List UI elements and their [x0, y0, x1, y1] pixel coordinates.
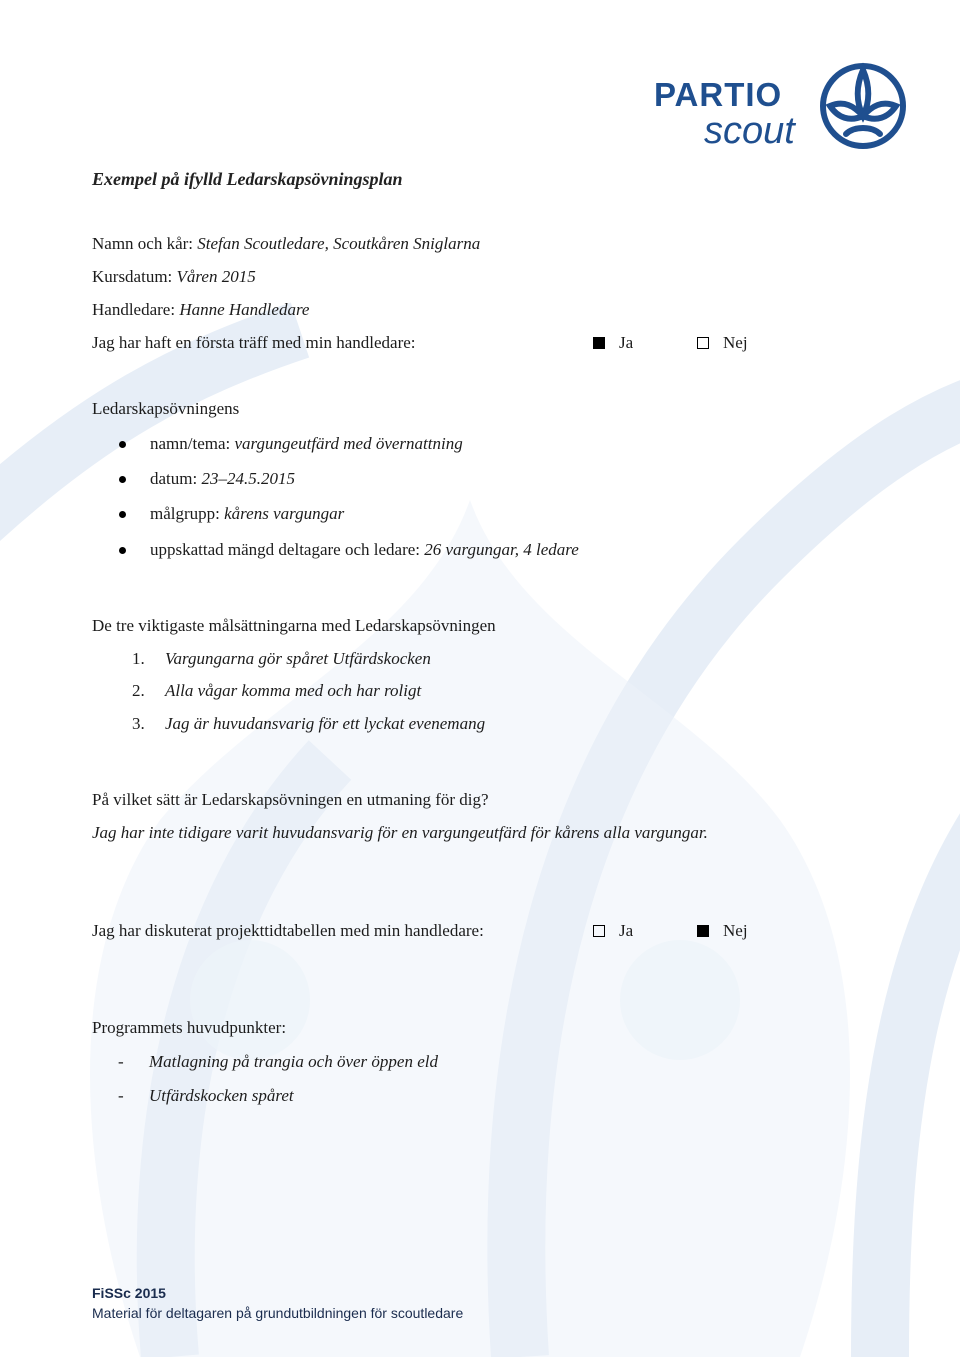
- goal-number: 1.: [132, 649, 145, 668]
- goal-item: [132, 713, 485, 735]
- exercise-item-label: målgrupp:: [150, 504, 225, 523]
- project-table-yes-option[interactable]: [593, 920, 633, 942]
- program-item: [118, 1085, 294, 1107]
- goal-number: 2.: [132, 681, 145, 700]
- goal-item: [132, 648, 431, 670]
- document-heading: Exempel på ifylld Ledarskapsövningsplan: [92, 169, 403, 189]
- program-item-text: Matlagning på trangia och över öppen eld: [149, 1052, 438, 1071]
- exercise-item: [150, 503, 344, 525]
- challenge-answer: Jag har inte tidigare varit huvudansvarig för en vargungeutfärd för kårens alla vargungar.: [92, 823, 708, 842]
- checkbox-unchecked-icon[interactable]: [593, 925, 605, 937]
- project-table-question: Jag har diskuterat projekttidtabellen med min handledare:: [92, 921, 484, 940]
- bullet-icon: [119, 476, 126, 483]
- goal-text: Jag är huvudansvarig för ett lyckat evenemang: [165, 714, 486, 733]
- program-title: Programmets huvudpunkter:: [92, 1018, 287, 1037]
- first-meeting-yes-label: Ja: [619, 333, 634, 352]
- project-table-no-label: Nej: [723, 921, 748, 940]
- first-meeting-no-option[interactable]: [697, 332, 748, 354]
- exercise-item-value: vargungeutfärd med övernattning: [234, 434, 463, 453]
- footer-subtitle: Material för deltagaren på grundutbildningen för scoutledare: [92, 1305, 464, 1321]
- exercise-item: [150, 539, 579, 561]
- exercise-item-label: namn/tema:: [150, 434, 235, 453]
- program-item-text: Utfärdskocken spåret: [149, 1086, 294, 1105]
- exercise-item: [150, 433, 463, 455]
- project-table-no-option[interactable]: [697, 920, 748, 942]
- goal-text: Vargungarna gör spåret Utfärdskocken: [165, 649, 431, 668]
- dash-marker: -: [118, 1052, 124, 1071]
- name-value: Stefan Scoutledare, Scoutkåren Sniglarna: [197, 234, 481, 253]
- exercise-item-label: datum:: [150, 469, 202, 488]
- scout-lily-icon: [816, 56, 910, 154]
- exercise-item-label: uppskattad mängd deltagare och ledare:: [150, 540, 425, 559]
- exercise-item-value: 23–24.5.2015: [201, 469, 295, 488]
- course-date-value: Våren 2015: [176, 267, 256, 286]
- exercise-item: [150, 468, 295, 490]
- dash-marker: -: [118, 1086, 124, 1105]
- exercise-title: Ledarskapsövningens: [92, 399, 240, 418]
- footer-title: FiSSc 2015: [92, 1285, 166, 1301]
- bullet-icon: [119, 547, 126, 554]
- first-meeting-yes-option[interactable]: [593, 332, 633, 354]
- project-table-yes-label: Ja: [619, 921, 634, 940]
- goals-title: De tre viktigaste målsättningarna med Ledarskapsövningen: [92, 616, 496, 635]
- mentor-label: Handledare:: [92, 300, 180, 319]
- mentor-row: [92, 299, 309, 321]
- bullet-icon: [119, 441, 126, 448]
- goal-number: 3.: [132, 714, 145, 733]
- checkbox-checked-icon[interactable]: [697, 925, 709, 937]
- partio-scout-logo: [652, 70, 912, 160]
- logo-word-scout: scout: [704, 110, 795, 152]
- name-label: Namn och kår:: [92, 234, 198, 253]
- course-date-label: Kursdatum:: [92, 267, 177, 286]
- checkbox-unchecked-icon[interactable]: [697, 337, 709, 349]
- checkbox-checked-icon[interactable]: [593, 337, 605, 349]
- exercise-item-value: kårens vargungar: [224, 504, 345, 523]
- first-meeting-question: Jag har haft en första träff med min handledare:: [92, 333, 416, 352]
- exercise-item-value: 26 vargungar, 4 ledare: [424, 540, 579, 559]
- goal-text: Alla vågar komma med och har roligt: [165, 681, 422, 700]
- mentor-value: Hanne Handledare: [179, 300, 310, 319]
- name-row: [92, 233, 480, 255]
- challenge-question: På vilket sätt är Ledarskapsövningen en utmaning för dig?: [92, 790, 489, 809]
- goal-item: [132, 680, 421, 702]
- bullet-icon: [119, 511, 126, 518]
- program-item: [118, 1051, 438, 1073]
- course-date-row: [92, 266, 256, 288]
- first-meeting-no-label: Nej: [723, 333, 748, 352]
- logo-word-partio: PARTIO: [654, 76, 783, 113]
